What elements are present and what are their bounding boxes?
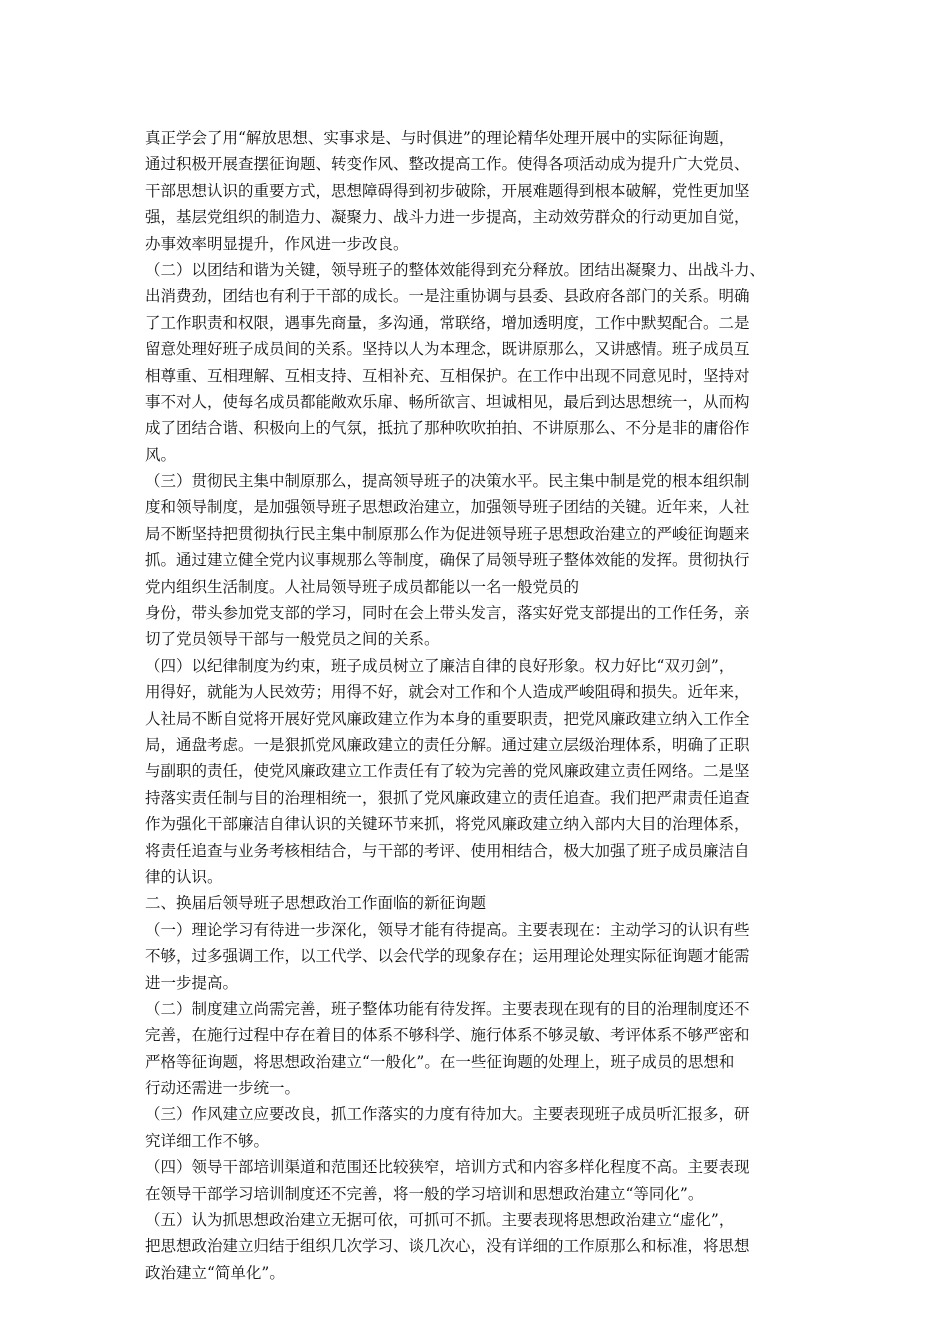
text-line: 不够，过多强调工作，以工代学、以会代学的现象存在；运用理论处理实际征询题才能需 [145, 947, 750, 966]
text-line: 局，通盘考虑。一是狠抓党风廉政建立的责任分解。通过建立层级治理体系，明确了正职 [145, 735, 750, 754]
section-heading: 二、换届后领导班子思想政治工作面临的新征询题 [145, 894, 487, 913]
text-line: 把思想政治建立归结于组织几次学习、谈几次心，没有详细的工作原那么和标准，将思想 [145, 1237, 750, 1256]
text-line: （二）以团结和谐为关键，领导班子的整体效能得到充分释放。团结出凝聚力、出战斗力、 [145, 260, 766, 279]
text-line: 度和领导制度，是加强领导班子思想政治建立，加强领导班子团结的关键。近年来，人社 [145, 498, 750, 517]
text-line: （四）以纪律制度为约束，班子成员树立了廉洁自律的良好形象。权力好比“双刃剑”， [145, 656, 735, 675]
text-line: 通过积极开展查摆征询题、转变作风、整改提高工作。使得各项活动成为提升广大党员、 [145, 155, 750, 174]
text-line: 抓。通过建立健全党内议事规那么等制度，确保了局领导班子整体效能的发挥。贯彻执行 [145, 551, 750, 570]
text-line: 了工作职责和权限，遇事先商量，多沟通，常联络，增加透明度，工作中默契配合。二是 [145, 313, 750, 332]
text-line: 风。 [145, 445, 177, 464]
text-line: 留意处理好班子成员间的关系。坚持以人为本理念，既讲原那么，又讲感情。班子成员互 [145, 340, 750, 359]
text-line: 局不断坚持把贯彻执行民主集中制原那么作为促进领导班子思想政治建立的严峻征询题来 [145, 524, 750, 543]
text-line: 严格等征询题，将思想政治建立“一般化”。在一些征询题的处理上，班子成员的思想和 [145, 1052, 735, 1071]
text-line: （三）贯彻民主集中制原那么，提高领导班子的决策水平。民主集中制是党的根本组织制 [145, 472, 750, 491]
text-line: 律的认识。 [145, 867, 223, 886]
text-line: 行动还需进一步统一。 [145, 1079, 301, 1098]
text-line: （一）理论学习有待进一步深化，领导才能有待提高。主要表现在：主动学习的认识有些 [145, 920, 750, 939]
text-line: 进一步提高。 [145, 973, 239, 992]
text-line: 作为强化干部廉洁自律认识的关键环节来抓，将党风廉政建立纳入部内大目的治理体系， [145, 815, 750, 834]
text-line: 将责任追查与业务考核相结合，与干部的考评、使用相结合，极大加强了班子成员廉洁自 [145, 841, 750, 860]
text-line: 事不对人，使每名成员都能敞欢乐扉、畅所欲言、坦诚相见，最后到达思想统一，从而构 [145, 392, 750, 411]
text-line: 身份，带头参加党支部的学习，同时在会上带头发言，落实好党支部提出的工作任务，亲 [145, 604, 750, 623]
text-line: 与副职的责任，使党风廉政建立工作责任有了较为完善的党风廉政建立责任网络。二是坚 [145, 762, 750, 781]
text-line: 持落实责任制与目的治理相统一，狠抓了党风廉政建立的责任追查。我们把严肃责任追查 [145, 788, 750, 807]
text-line: 相尊重、互相理解、互相支持、互相补充、互相保护。在工作中出现不同意见时，坚持对 [145, 366, 750, 385]
text-line: 用得好，就能为人民效劳；用得不好，就会对工作和个人造成严峻阻碍和损失。近年来， [145, 683, 750, 702]
text-line: 真正学会了用“解放思想、实事求是、与时俱进”的理论精华处理开展中的实际征询题， [145, 129, 735, 147]
text-line: （二）制度建立尚需完善，班子整体功能有待发挥。主要表现在现有的目的治理制度还不 [145, 999, 750, 1018]
text-line: 办事效率明显提升，作风进一步改良。 [145, 234, 409, 253]
text-line: 出消费劲，团结也有利于干部的成长。一是注重协调与县委、县政府各部门的关系。明确 [145, 287, 750, 306]
text-line: 政治建立“简单化”。 [145, 1263, 285, 1282]
text-line: 成了团结合谐、积极向上的气氛，抵抗了那种吹吹拍拍、不讲原那么、不分是非的庸俗作 [145, 419, 750, 438]
text-line: 在领导干部学习培训制度还不完善，将一般的学习培训和思想政治建立“等同化”。 [145, 1184, 704, 1203]
text-line: （三）作风建立应要改良，抓工作落实的力度有待加大。主要表现班子成员听汇报多，研 [145, 1105, 750, 1124]
text-line: 切了党员领导干部与一般党员之间的关系。 [145, 630, 440, 649]
text-line: 强，基层党组织的制造力、凝聚力、战斗力进一步提高，主动效劳群众的行动更加自觉， [145, 208, 750, 227]
document-body [145, 125, 825, 1286]
text-line: （四）领导干部培训渠道和范围还比较狭窄，培训方式和内容多样化程度不高。主要表现 [145, 1158, 750, 1177]
text-line: 完善，在施行过程中存在着目的体系不够科学、施行体系不够灵敏、考评体系不够严密和 [145, 1026, 750, 1045]
text-line: 干部思想认识的重要方式，思想障碍得到初步破除，开展难题得到根本破解，党性更加坚 [145, 181, 750, 200]
text-line: （五）认为抓思想政治建立无据可依，可抓可不抓。主要表现将思想政治建立“虚化”， [145, 1211, 735, 1230]
text-line: 人社局不断自觉将开展好党风廉政建立作为本身的重要职责，把党风廉政建立纳入工作全 [145, 709, 750, 728]
text-line: 究详细工作不够。 [145, 1131, 270, 1150]
text-line: 党内组织生活制度。人社局领导班子成员都能以一名一般党员的 [145, 577, 580, 596]
